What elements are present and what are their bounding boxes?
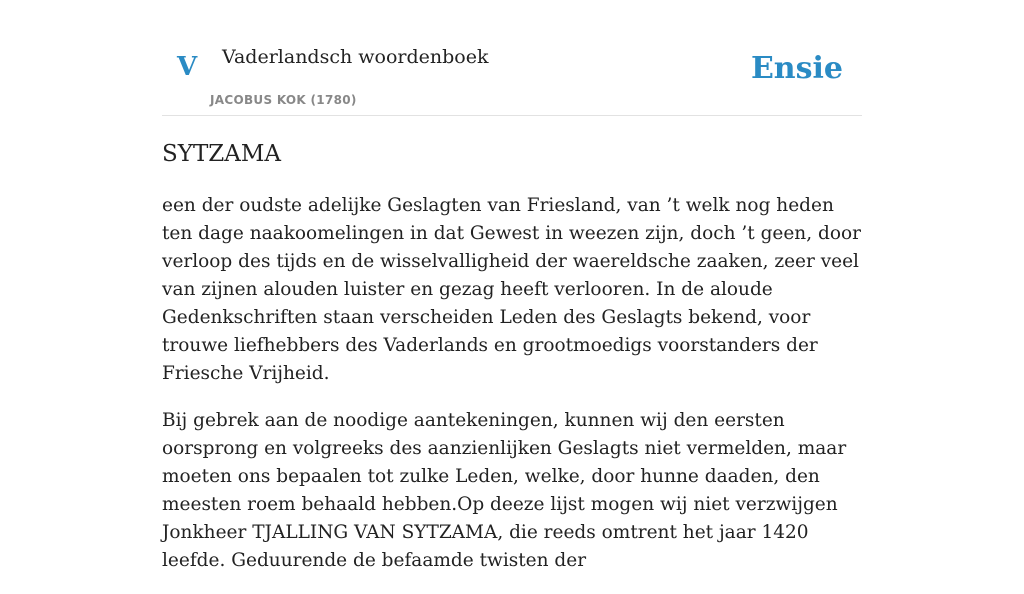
book-title-link[interactable]: Vaderlandsch woordenboek xyxy=(222,46,489,68)
entry-title: SYTZAMA xyxy=(162,141,282,167)
ensie-logo-link[interactable]: Ensie xyxy=(750,51,843,86)
book-header xyxy=(162,0,862,116)
entry-paragraph: Bij gebrek aan de noodige aantekeningen, kunnen wij den eersten oorsprong en volgreeks des aanzienlijken Geslagts niet vermelden, maar moeten ons bepaalen tot zulke Leden, welke, door hunne daaden, den meesten roem behaald hebben.Op deeze lijst mogen wij niet verzwijgen Jonkheer TJALLING VAN SYTZAMA, die reeds omtrent het jaar 1420 leefde. Geduurende de befaamde twisten der xyxy=(162,410,847,571)
entry-paragraph: een der oudste adelijke Geslagten van Friesland, van ’t welk nog heden ten dage naakoomelingen in dat Gewest in weezen zijn, doch ’t geen, door verloop des tijds en de wisselvalligheid der waereldsche zaaken, zeer veel van zijnen alouden luister en gezag heeft verlooren. In de aloude Gedenkschriften staan verscheiden Leden des Geslagts bekend, voor trouwe liefhebbers des Vaderlands en grootmoedigs voorstanders der Friesche Vrijheid. xyxy=(162,195,861,384)
book-author: JACOBUS KOK (1780) xyxy=(210,93,357,107)
entry-body xyxy=(162,192,862,594)
volume-letter-link[interactable]: V xyxy=(177,52,198,82)
